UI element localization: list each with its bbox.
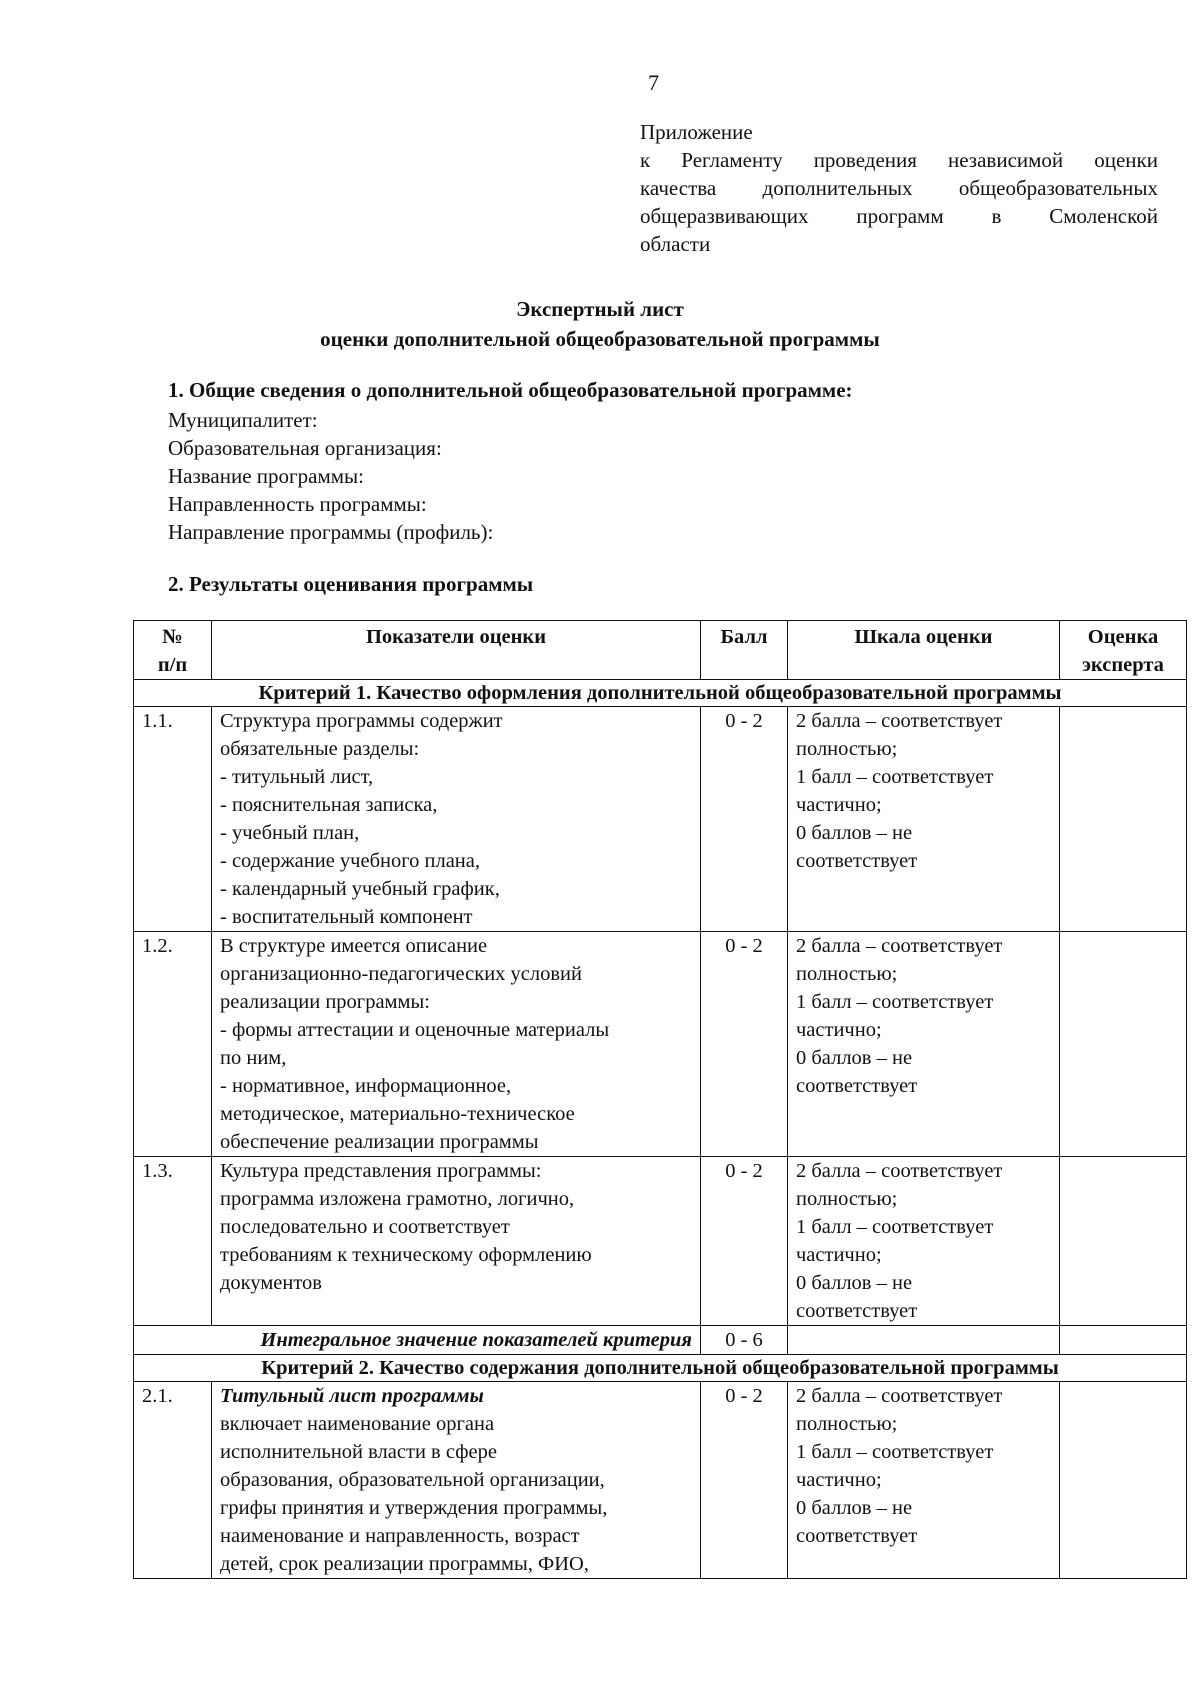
header-score: Балл — [701, 621, 788, 680]
appendix-title: Приложение — [640, 120, 753, 144]
appendix-line: к Регламенту проведения независимой оценки — [640, 148, 1158, 172]
table-row — [134, 932, 1187, 1157]
evaluation-table — [133, 620, 1187, 1579]
document-title: Экспертный лист — [516, 297, 684, 321]
appendix-line: области — [640, 232, 711, 256]
table-header-row — [134, 621, 1187, 680]
criterion-row — [134, 680, 1187, 707]
page-number: 7 — [648, 70, 659, 95]
header-expert: Оценка эксперта — [1060, 621, 1187, 680]
row-scale: 2 балла – соответствует полностью; 1 балл – соответствует частично; 0 баллов – не соответствует — [788, 707, 1060, 932]
row-scale: 2 балла – соответствует полностью; 1 балл – соответствует частично; 0 баллов – не соответствует — [788, 932, 1060, 1157]
row-scale: 2 балла – соответствует полностью; 1 балл – соответствует частично; 0 баллов – не соответствует — [788, 1382, 1060, 1579]
section1-heading: 1. Общие сведения о дополнительной общеобразовательной программе: — [168, 378, 853, 402]
appendix-line: качества дополнительных общеобразовательных — [640, 176, 1158, 200]
table-row — [134, 1157, 1187, 1326]
section2-heading: 2. Результаты оценивания программы — [168, 572, 534, 596]
header-indicators: Показатели оценки — [212, 621, 701, 680]
row-num: 1.2. — [134, 932, 212, 1157]
criterion-2-title: Критерий 2. Качество содержания дополнительной общеобразовательной программы — [134, 1355, 1187, 1382]
field-organization: Образовательная организация: — [168, 436, 442, 460]
table-row — [134, 1382, 1187, 1579]
criterion-1-title: Критерий 1. Качество оформления дополнительной общеобразовательной программы — [134, 680, 1187, 707]
field-program-focus: Направленность программы: — [168, 492, 427, 516]
row-score: 0 - 2 — [701, 1382, 788, 1579]
field-municipality: Муниципалитет: — [168, 408, 318, 432]
row-score: 0 - 2 — [701, 932, 788, 1157]
integral-scale-cell — [788, 1326, 1060, 1355]
row-indicator: В структуре имеется описание организационно-педагогических условий реализации программы: - формы аттестации и оценочные материалы по ним, - нормативное, информационное, методическое, материально-техническое обеспечение реализации программы — [212, 932, 701, 1157]
header-num: № п/п — [134, 621, 212, 680]
row-num: 1.1. — [134, 707, 212, 932]
row-score: 0 - 2 — [701, 1157, 788, 1326]
integral-score: 0 - 6 — [701, 1326, 788, 1355]
row-expert-cell[interactable] — [1060, 932, 1187, 1157]
criterion-row — [134, 1355, 1187, 1382]
row-indicator-title: Титульный лист программы — [220, 1385, 484, 1407]
row-indicator: Структура программы содержит обязательные разделы: - титульный лист, - пояснительная записка, - учебный план, - содержание учебного плана, - календарный учебный график, - воспитательный компонент — [212, 707, 701, 932]
document-subtitle: оценки дополнительной общеобразовательной программы — [320, 327, 880, 351]
general-info-fields — [168, 406, 493, 546]
row-indicator: Культура представления программы: программа изложена грамотно, логично, последовательно и соответствует требованиям к техническому оформлению документов — [212, 1157, 701, 1326]
appendix-block — [640, 118, 1158, 258]
row-num: 1.3. — [134, 1157, 212, 1326]
row-indicator: Титульный лист программы включает наименование органа исполнительной власти в сфере образования, образовательной организации, грифы принятия и утверждения программы, наименование и направленность, возраст детей, срок реализации программы, ФИО, — [212, 1382, 701, 1579]
row-expert-cell[interactable] — [1060, 1157, 1187, 1326]
header-scale: Шкала оценки — [788, 621, 1060, 680]
row-expert-cell[interactable] — [1060, 707, 1187, 932]
row-score: 0 - 2 — [701, 707, 788, 932]
row-expert-cell[interactable] — [1060, 1382, 1187, 1579]
table-row — [134, 707, 1187, 932]
integral-label: Интегральное значение показателей критерия — [134, 1326, 701, 1355]
field-program-name: Название программы: — [168, 464, 364, 488]
row-scale: 2 балла – соответствует полностью; 1 балл – соответствует частично; 0 баллов – не соответствует — [788, 1157, 1060, 1326]
row-num: 2.1. — [134, 1382, 212, 1579]
field-program-profile: Направление программы (профиль): — [168, 520, 494, 544]
integral-row — [134, 1326, 1187, 1355]
appendix-line: общеразвивающих программ в Смоленской — [640, 204, 1158, 228]
integral-expert-cell[interactable] — [1060, 1326, 1187, 1355]
